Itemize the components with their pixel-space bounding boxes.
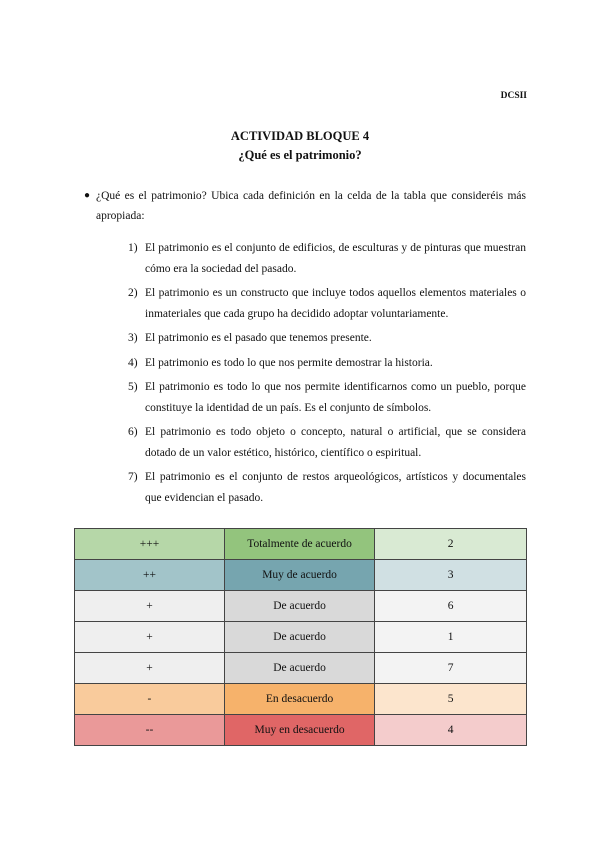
table-row bbox=[75, 684, 527, 715]
page-title bbox=[0, 127, 600, 165]
symbol-cell: + bbox=[75, 653, 225, 684]
value-cell: 7 bbox=[375, 653, 527, 684]
definition-item bbox=[128, 377, 526, 418]
label-cell: En desacuerdo bbox=[224, 684, 374, 715]
value-cell: 5 bbox=[375, 684, 527, 715]
label-cell: De acuerdo bbox=[224, 622, 374, 653]
table-row bbox=[75, 529, 527, 560]
document-code: DCSII bbox=[500, 91, 527, 101]
definition-text: El patrimonio es el conjunto de restos arqueológicos, artísticos y documentales que evidencian el pasado. bbox=[145, 471, 526, 504]
table-row bbox=[75, 591, 527, 622]
value-cell: 6 bbox=[375, 591, 527, 622]
definition-number: 3) bbox=[128, 332, 138, 344]
bullet-icon: ● bbox=[84, 190, 91, 201]
label-cell: Muy en desacuerdo bbox=[224, 715, 374, 746]
definition-text: El patrimonio es un constructo que incluye todos aquellos elementos materiales o inmateriales que cada grupo ha decidido adoptar voluntariamente. bbox=[145, 287, 526, 320]
table-row bbox=[75, 715, 527, 746]
definition-text: El patrimonio es el conjunto de edificios, de esculturas y de pinturas que muestran cómo era la sociedad del pasado. bbox=[145, 242, 526, 275]
intro-paragraph bbox=[84, 186, 526, 226]
definition-number: 4) bbox=[128, 356, 138, 369]
definition-item bbox=[128, 328, 526, 349]
label-cell: De acuerdo bbox=[224, 653, 374, 684]
title-line-2: ¿Qué es el patrimonio? bbox=[238, 148, 362, 162]
definition-number: 5) bbox=[128, 381, 138, 393]
symbol-cell: - bbox=[75, 684, 225, 715]
symbol-cell: + bbox=[75, 622, 225, 653]
definition-item bbox=[128, 422, 526, 463]
definition-item bbox=[128, 353, 526, 374]
table-row bbox=[75, 560, 527, 591]
definitions-list bbox=[128, 238, 526, 512]
definition-item bbox=[128, 238, 526, 279]
intro-text: ¿Qué es el patrimonio? Ubica cada definición en la celda de la tabla que consideréis más apropiada: bbox=[96, 190, 526, 222]
title-line-1: ACTIVIDAD BLOQUE 4 bbox=[230, 129, 370, 143]
agreement-table bbox=[74, 528, 527, 746]
definition-text: El patrimonio es todo lo que nos permite identificarnos como un pueblo, porque constituye la identidad de un país. Es el conjunto de símbolos. bbox=[145, 381, 526, 414]
value-cell: 4 bbox=[375, 715, 527, 746]
definition-number: 2) bbox=[128, 287, 138, 299]
table-row bbox=[75, 622, 527, 653]
value-cell: 1 bbox=[375, 622, 527, 653]
value-cell: 3 bbox=[375, 560, 527, 591]
label-cell: Muy de acuerdo bbox=[224, 560, 374, 591]
definition-number: 7) bbox=[128, 471, 138, 483]
label-cell: Totalmente de acuerdo bbox=[224, 529, 374, 560]
definition-text: El patrimonio es todo objeto o concepto, natural o artificial, que se considera dotado de un valor estético, histórico, científico o espiritual. bbox=[145, 426, 526, 459]
definition-number: 6) bbox=[128, 426, 138, 438]
definition-text: El patrimonio es el pasado que tenemos presente. bbox=[145, 332, 372, 344]
table-row bbox=[75, 653, 527, 684]
definition-item bbox=[128, 283, 526, 324]
definition-number: 1) bbox=[128, 242, 138, 254]
symbol-cell: -- bbox=[75, 715, 225, 746]
symbol-cell: + bbox=[75, 591, 225, 622]
value-cell: 2 bbox=[375, 529, 527, 560]
label-cell: De acuerdo bbox=[224, 591, 374, 622]
symbol-cell: +++ bbox=[75, 529, 225, 560]
definition-text: El patrimonio es todo lo que nos permite demostrar la historia. bbox=[145, 356, 433, 369]
definition-item bbox=[128, 467, 526, 508]
symbol-cell: ++ bbox=[75, 560, 225, 591]
